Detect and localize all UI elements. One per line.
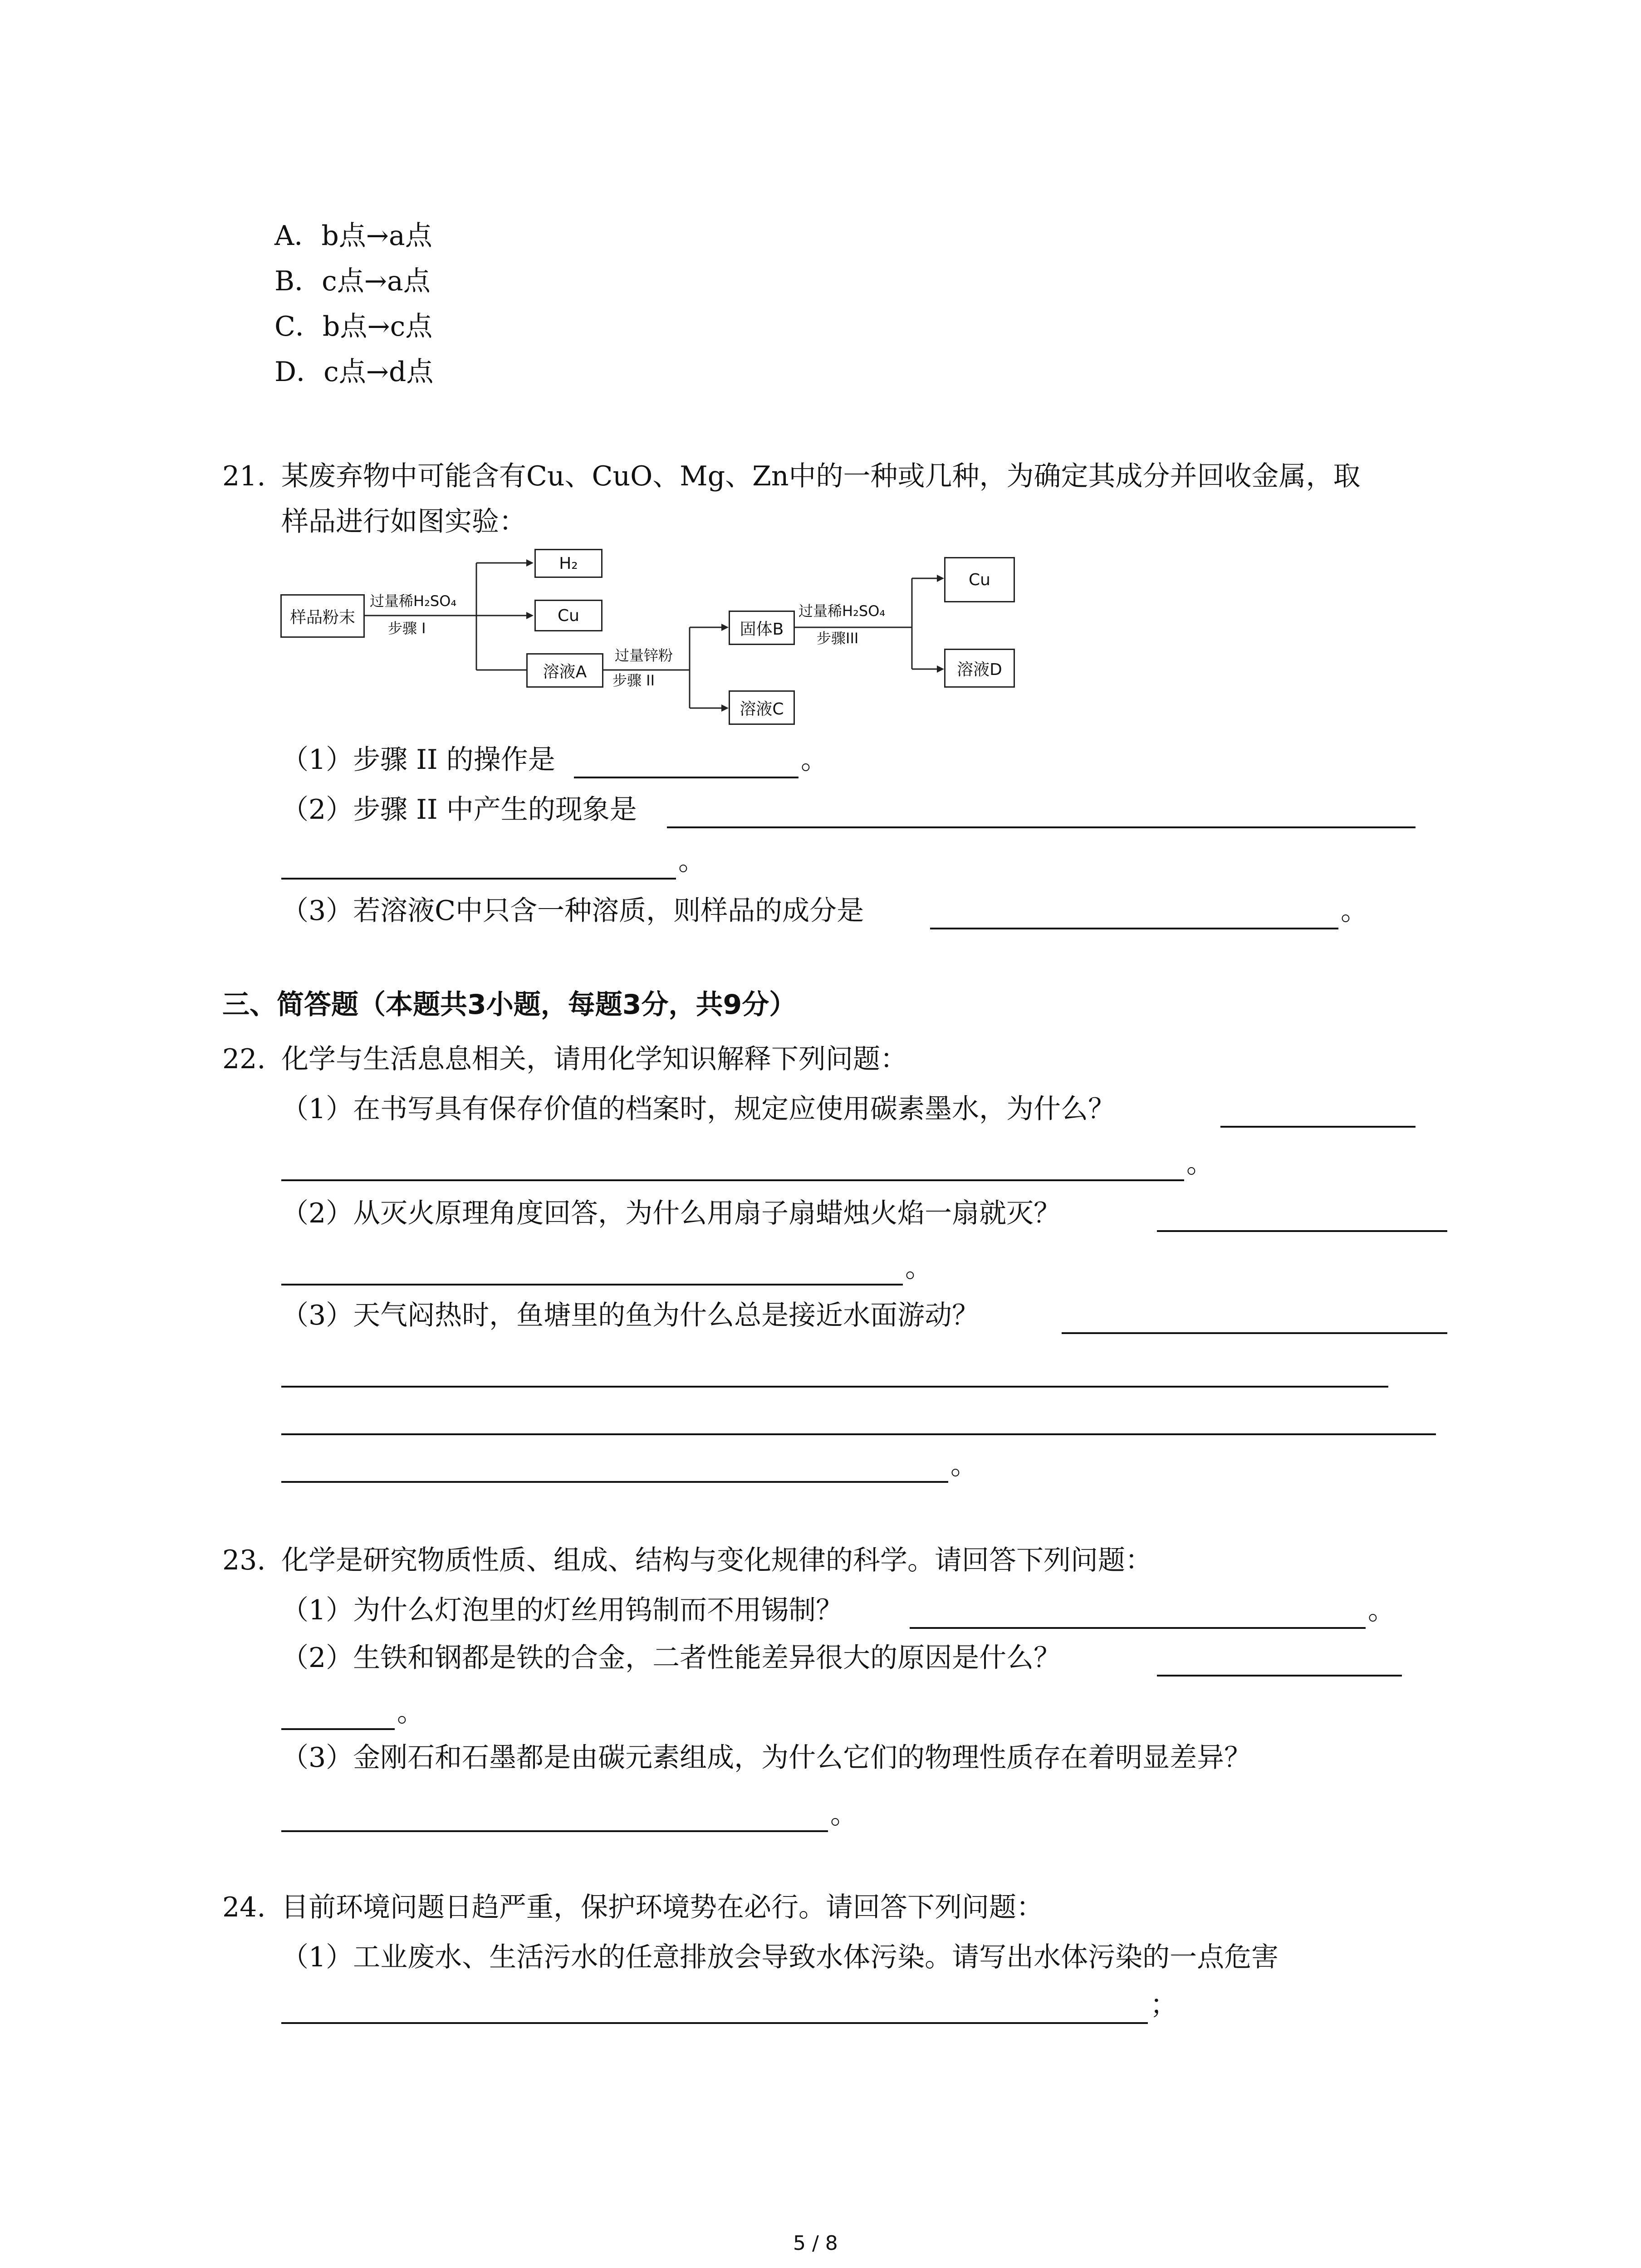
q22-stem: 化学与生活息息相关，请用化学知识解释下列问题：: [281, 1043, 907, 1075]
q22-sub1: （1）在书写具有保存价值的档案时，规定应使用碳素墨水，为什么？: [281, 1093, 1116, 1125]
q22-sub3-answer-line-2[interactable]: [281, 1386, 1388, 1388]
q24-number: 24.: [222, 1892, 266, 1923]
q22-sub3-answer-line-1[interactable]: [1062, 1332, 1447, 1334]
flow-sample-box: 样品粉末: [280, 594, 365, 638]
q23-stem: 化学是研究物质性质、组成、结构与变化规律的科学。请回答下列问题：: [281, 1545, 1152, 1576]
section-3-heading: 三、简答题（本题共3小题，每题3分，共9分）: [222, 989, 797, 1021]
q21-flow-diagram: [272, 547, 1053, 737]
option-c: C．b点→c点: [274, 311, 433, 342]
q23-sub1-answer-line[interactable]: [910, 1627, 1366, 1629]
q22-sub3-answer-line-3[interactable]: [281, 1433, 1436, 1435]
flow-step1: 步骤 I: [388, 620, 426, 637]
flow-reagent1: 过量稀H₂SO₄: [370, 592, 457, 610]
q22-sub3: （3）天气闷热时，鱼塘里的鱼为什么总是接近水面游动？: [281, 1300, 980, 1331]
option-a: A．b点→a点: [274, 220, 432, 252]
page-number: 5 / 8: [793, 2232, 838, 2255]
q21-sub3: （3）若溶液C中只含一种溶质，则样品的成分是: [281, 895, 864, 927]
q21-sub1-end: 。: [801, 744, 828, 776]
flow-reagent3: 过量稀H₂SO₄: [798, 602, 886, 620]
flow-cu-box-1: Cu: [534, 600, 603, 631]
q22-sub1-end: 。: [1186, 1148, 1214, 1179]
q24-sub1-answer-line[interactable]: [281, 2022, 1148, 2024]
q23-sub1-end: 。: [1368, 1594, 1395, 1626]
q21-stem-line2: 样品进行如图实验：: [281, 506, 526, 538]
q21-sub2-end: 。: [678, 845, 705, 877]
flow-solution-c-box: 溶液C: [729, 690, 795, 725]
q22-sub2-end: 。: [905, 1252, 932, 1284]
q22-sub1-answer-line-2[interactable]: [281, 1179, 1184, 1181]
q21-sub2-answer-line-2[interactable]: [281, 878, 676, 880]
q22-sub2-answer-line-2[interactable]: [281, 1284, 903, 1286]
q22-sub2-answer-line-1[interactable]: [1157, 1230, 1447, 1232]
q24-sub1: （1）工业废水、生活污水的任意排放会导致水体污染。请写出水体污染的一点危害: [281, 1941, 1279, 1973]
q23-sub2-answer-line-1[interactable]: [1157, 1675, 1402, 1677]
flow-solid-b-box: 固体B: [729, 611, 795, 645]
q21-sub1: （1）步骤 II 的操作是: [281, 744, 555, 776]
q24-stem: 目前环境问题日趋严重，保护环境势在必行。请回答下列问题：: [281, 1892, 1043, 1923]
q21-sub3-answer-line[interactable]: [930, 928, 1338, 929]
q22-sub1-answer-line-1[interactable]: [1220, 1126, 1416, 1128]
flow-step3: 步骤III: [817, 630, 859, 647]
q23-sub1: （1）为什么灯泡里的灯丝用钨制而不用锡制？: [281, 1594, 843, 1626]
q22-sub2: （2）从灭火原理角度回答，为什么用扇子扇蜡烛火焰一扇就灭？: [281, 1198, 1061, 1229]
option-d: D．c点→d点: [274, 356, 434, 388]
q23-sub3: （3）金刚石和石墨都是由碳元素组成，为什么它们的物理性质存在着明显差异？: [281, 1742, 1252, 1774]
q23-number: 23.: [222, 1545, 266, 1576]
q22-number: 22.: [222, 1043, 266, 1075]
flow-reagent2: 过量锌粉: [615, 647, 673, 664]
q23-sub3-end: 。: [830, 1799, 857, 1830]
flow-h2-box: H₂: [534, 549, 603, 578]
q23-sub3-answer-line[interactable]: [281, 1830, 828, 1832]
q21-sub1-answer-line[interactable]: [574, 777, 798, 778]
q21-sub3-end: 。: [1341, 895, 1368, 927]
q21-sub2: （2）步骤 II 中产生的现象是: [281, 794, 637, 826]
q21-sub2-answer-line-1[interactable]: [667, 826, 1416, 828]
flow-step2: 步骤 II: [612, 672, 655, 689]
q23-sub2-answer-line-2[interactable]: [281, 1728, 395, 1730]
q23-sub2: （2）生铁和钢都是铁的合金，二者性能差异很大的原因是什么？: [281, 1642, 1061, 1674]
flow-solution-d-box: 溶液D: [944, 649, 1015, 688]
q23-sub2-end: 。: [397, 1696, 424, 1728]
option-b: B．c点→a点: [274, 265, 431, 297]
q22-sub3-answer-line-4[interactable]: [281, 1481, 948, 1483]
q21-stem-line1: 某废弃物中可能含有Cu、CuO、Mg、Zn中的一种或几种，为确定其成分并回收金属，取: [281, 460, 1361, 492]
q22-sub3-end: 。: [950, 1449, 978, 1481]
q24-sub1-end: ；: [1150, 1989, 1177, 2021]
flow-cu-box-2: Cu: [944, 557, 1015, 602]
flow-solution-a-box: 溶液A: [526, 653, 603, 688]
q21-number: 21.: [222, 460, 266, 492]
